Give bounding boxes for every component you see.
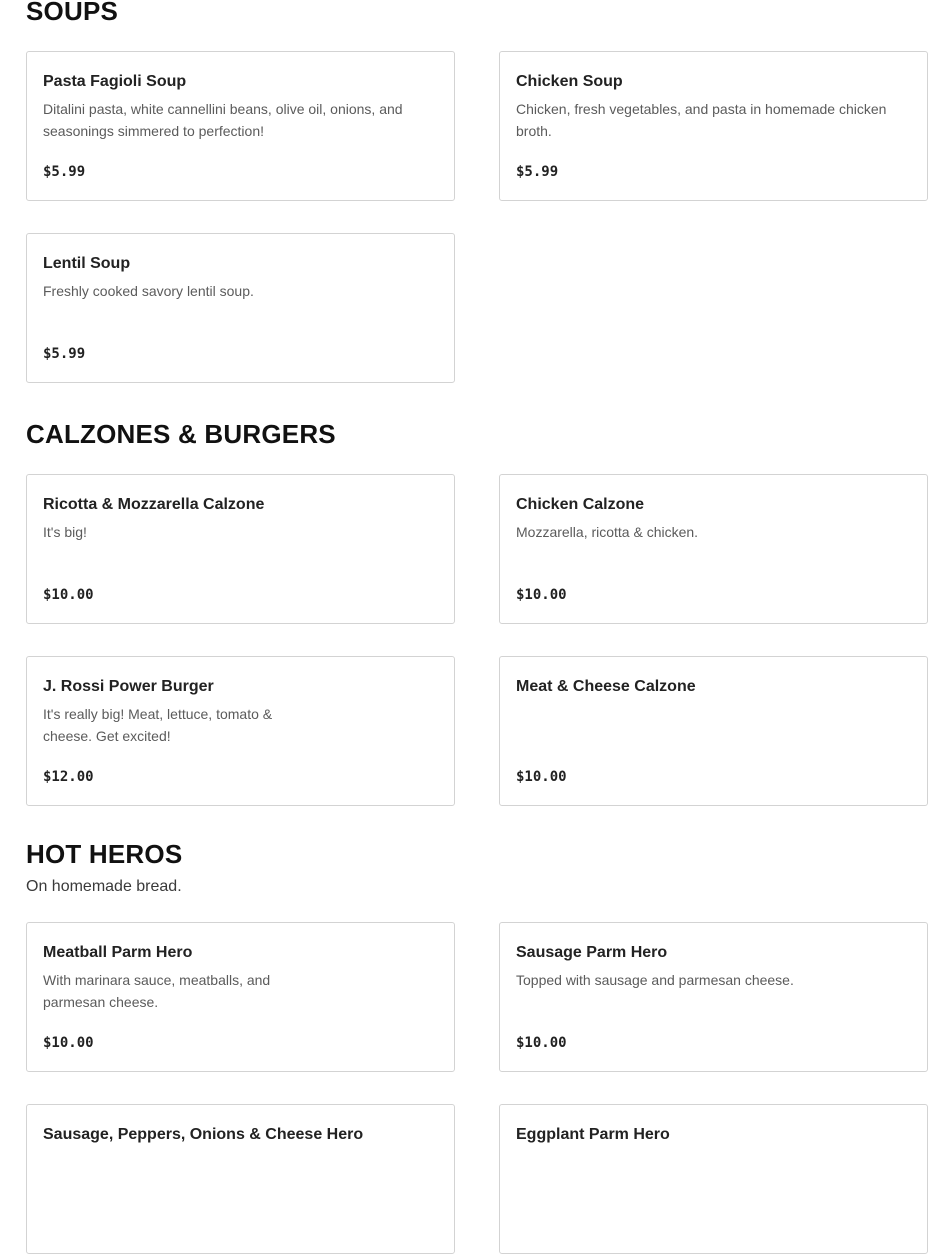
section-soups (26, 0, 928, 383)
item-description: It's really big! Meat, lettuce, tomato & cheese. Get excited! (43, 706, 273, 744)
item-description: Chicken, fresh vegetables, and pasta in homemade chicken broth. (516, 101, 887, 139)
section-hot-heros (26, 840, 928, 1254)
menu-item-card[interactable] (499, 51, 928, 201)
menu-item-card[interactable] (26, 656, 455, 806)
item-name: J. Rossi Power Burger (43, 678, 214, 695)
item-name: Ricotta & Mozzarella Calzone (43, 496, 265, 513)
item-description: Topped with sausage and parmesan cheese. (516, 972, 794, 988)
menu-grid (26, 474, 928, 806)
item-name: Meat & Cheese Calzone (516, 678, 696, 695)
item-name: Lentil Soup (43, 255, 131, 272)
item-price: $10.00 (516, 769, 567, 785)
item-description: It's big! (43, 524, 87, 540)
item-name: Sausage, Peppers, Onions & Cheese Hero (43, 1126, 364, 1143)
item-price: $10.00 (516, 587, 567, 603)
menu-grid (26, 922, 928, 1254)
menu-item-card[interactable] (26, 1104, 455, 1254)
section-title: HOT HEROS (26, 839, 183, 869)
section-calzones-burgers (26, 420, 928, 806)
item-name: Chicken Soup (516, 73, 623, 90)
section-subtitle: On homemade bread. (26, 878, 182, 895)
item-price: $10.00 (516, 1035, 567, 1051)
menu-item-card[interactable] (26, 51, 455, 201)
item-price: $5.99 (43, 346, 86, 362)
item-price: $5.99 (516, 164, 559, 180)
menu-item-card[interactable] (499, 922, 928, 1072)
section-title: CALZONES & BURGERS (26, 419, 336, 449)
item-description: Freshly cooked savory lentil soup. (43, 283, 254, 299)
item-price: $5.99 (43, 164, 86, 180)
menu-item-card[interactable] (26, 474, 455, 624)
item-description: Ditalini pasta, white cannellini beans, olive oil, onions, and seasonings simmered to perfection! (43, 101, 403, 139)
menu-item-card[interactable] (499, 1104, 928, 1254)
item-description: With marinara sauce, meatballs, and parmesan cheese. (43, 972, 271, 1010)
menu-item-card[interactable] (26, 233, 455, 383)
item-price: $10.00 (43, 587, 94, 603)
menu-item-card[interactable] (499, 656, 928, 806)
item-price: $12.00 (43, 769, 94, 785)
item-name: Sausage Parm Hero (516, 944, 668, 961)
item-price: $10.00 (43, 1035, 94, 1051)
menu-grid (26, 51, 928, 383)
section-title: SOUPS (26, 0, 119, 26)
menu-item-card[interactable] (499, 474, 928, 624)
item-name: Pasta Fagioli Soup (43, 73, 187, 90)
item-name: Chicken Calzone (516, 496, 645, 513)
menu-item-card[interactable] (26, 922, 455, 1072)
item-name: Eggplant Parm Hero (516, 1126, 670, 1143)
item-description: Mozzarella, ricotta & chicken. (516, 524, 699, 540)
item-name: Meatball Parm Hero (43, 944, 193, 961)
